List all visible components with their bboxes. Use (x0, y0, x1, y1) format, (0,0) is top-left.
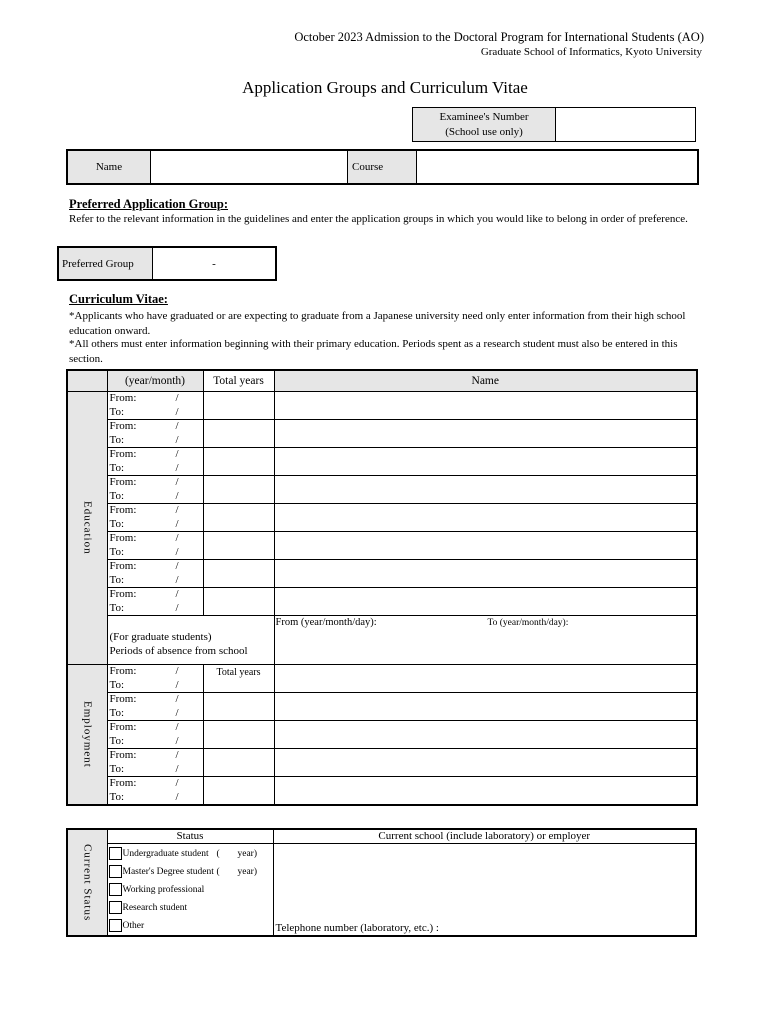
school-name-cell[interactable] (274, 420, 697, 448)
preferred-group-table (57, 246, 277, 281)
status-option-research[interactable]: Research student (109, 899, 273, 917)
school-name-cell[interactable] (274, 588, 697, 616)
period-cell[interactable]: From: / To: / (107, 532, 203, 560)
employment-label: Employment (67, 665, 107, 806)
col-total-years: Total years (203, 370, 274, 392)
period-cell[interactable]: From: / To: / (107, 749, 203, 777)
school-name-cell[interactable] (274, 560, 697, 588)
total-years-cell[interactable] (203, 392, 274, 420)
school-name-cell[interactable] (274, 392, 697, 420)
education-row (67, 532, 697, 560)
cv-table (66, 369, 698, 806)
examinee-label: Examinee's Number (School use only) (413, 108, 556, 142)
period-cell[interactable]: From: / To: / (107, 665, 203, 693)
school-col: Current school (include laboratory) or employer (273, 829, 696, 843)
total-years-cell[interactable] (203, 665, 274, 693)
school-name-cell[interactable] (274, 476, 697, 504)
period-cell[interactable]: From: / To: / (107, 693, 203, 721)
total-years-cell[interactable] (203, 588, 274, 616)
education-row (67, 476, 697, 504)
preferred-group-field[interactable]: - (153, 247, 277, 280)
total-years-cell[interactable] (203, 476, 274, 504)
course-field[interactable] (417, 150, 699, 184)
checkbox[interactable] (109, 901, 122, 914)
col-period: (year/month) (107, 370, 203, 392)
status-option-working[interactable]: Working professional (109, 881, 273, 899)
period-cell[interactable]: From: / To: / (107, 777, 203, 806)
period-cell[interactable]: From: / To: / (107, 392, 203, 420)
absence-row (67, 616, 697, 665)
checkbox[interactable] (109, 847, 122, 860)
employer-name-cell[interactable] (274, 721, 697, 749)
period-cell[interactable]: From: / To: / (107, 448, 203, 476)
employment-row (67, 665, 697, 693)
name-label: Name (67, 150, 151, 184)
total-years-cell[interactable] (203, 560, 274, 588)
checkbox[interactable] (109, 883, 122, 896)
education-row (67, 420, 697, 448)
employer-name-cell[interactable] (274, 665, 697, 693)
status-option-other[interactable]: Other (109, 917, 273, 935)
current-status-table (66, 828, 697, 937)
name-course-table (66, 149, 699, 185)
total-years-cell[interactable] (203, 504, 274, 532)
status-option-masters[interactable]: Master's Degree student ( year) (109, 863, 273, 881)
cv-heading: Curriculum Vitae: (69, 292, 168, 306)
preferred-group-label: Preferred Group (58, 247, 153, 280)
course-label: Course (348, 150, 417, 184)
total-years-cell[interactable] (203, 777, 274, 806)
col-name: Name (274, 370, 697, 392)
school-name-cell[interactable] (274, 532, 697, 560)
status-option-undergrad[interactable]: Undergraduate student ( year) (109, 845, 273, 863)
cv-note-2: *All others must enter information beginning with their primary education. Periods spent as a research student must also be entered in this section. (69, 338, 678, 365)
total-years-cell[interactable] (203, 721, 274, 749)
examinee-number-table (412, 107, 696, 142)
employer-name-cell[interactable] (274, 693, 697, 721)
employment-row (67, 749, 697, 777)
education-label: Education (67, 392, 107, 665)
cv-note-1: *Applicants who have graduated or are expecting to graduate from a Japanese university need only enter information from their high school education onward. (69, 310, 686, 337)
education-row (67, 504, 697, 532)
total-years-cell[interactable] (203, 532, 274, 560)
preferred-heading: Preferred Application Group: (69, 197, 229, 211)
preferred-instructions: Refer to the relevant information in the guidelines and enter the application groups in which you would like to belong in order of preference. (69, 213, 688, 225)
employment-row (67, 721, 697, 749)
employment-row (67, 693, 697, 721)
telephone-label: Telephone number (laboratory, etc.) : (275, 921, 439, 934)
period-cell[interactable]: From: / To: / (107, 588, 203, 616)
period-cell[interactable]: From: / To: / (107, 560, 203, 588)
absence-period-cell[interactable]: From (year/month/day): To (year/month/day): (274, 616, 697, 665)
total-years-cell[interactable] (203, 749, 274, 777)
period-cell[interactable]: From: / To: / (107, 504, 203, 532)
employer-name-cell[interactable] (274, 749, 697, 777)
page-title: Application Groups and Curriculum Vitae (242, 78, 528, 97)
checkbox[interactable] (109, 919, 122, 932)
period-cell[interactable]: From: / To: / (107, 721, 203, 749)
header-program: October 2023 Admission to the Doctoral Program for International Students (AO) (294, 30, 704, 44)
employer-name-cell[interactable] (274, 777, 697, 806)
status-options (107, 843, 273, 936)
employment-total-years: Total years (216, 667, 261, 678)
period-cell[interactable]: From: / To: / (107, 420, 203, 448)
current-status-label: Current Status (67, 829, 107, 936)
current-school-field[interactable] (273, 843, 696, 936)
examinee-number-field (556, 108, 696, 142)
checkbox[interactable] (109, 865, 122, 878)
period-cell[interactable]: From: / To: / (107, 476, 203, 504)
education-row (67, 560, 697, 588)
total-years-cell[interactable] (203, 693, 274, 721)
employment-row (67, 777, 697, 806)
status-col: Status (107, 829, 273, 843)
education-row (67, 588, 697, 616)
education-row (67, 392, 697, 420)
total-years-cell[interactable] (203, 448, 274, 476)
school-name-cell[interactable] (274, 504, 697, 532)
name-field[interactable] (151, 150, 348, 184)
total-years-cell[interactable] (203, 420, 274, 448)
absence-label: (For graduate students) Periods of absence from school (107, 616, 274, 665)
cv-corner (67, 370, 107, 392)
education-row (67, 448, 697, 476)
header-school: Graduate School of Informatics, Kyoto University (480, 46, 702, 58)
school-name-cell[interactable] (274, 448, 697, 476)
